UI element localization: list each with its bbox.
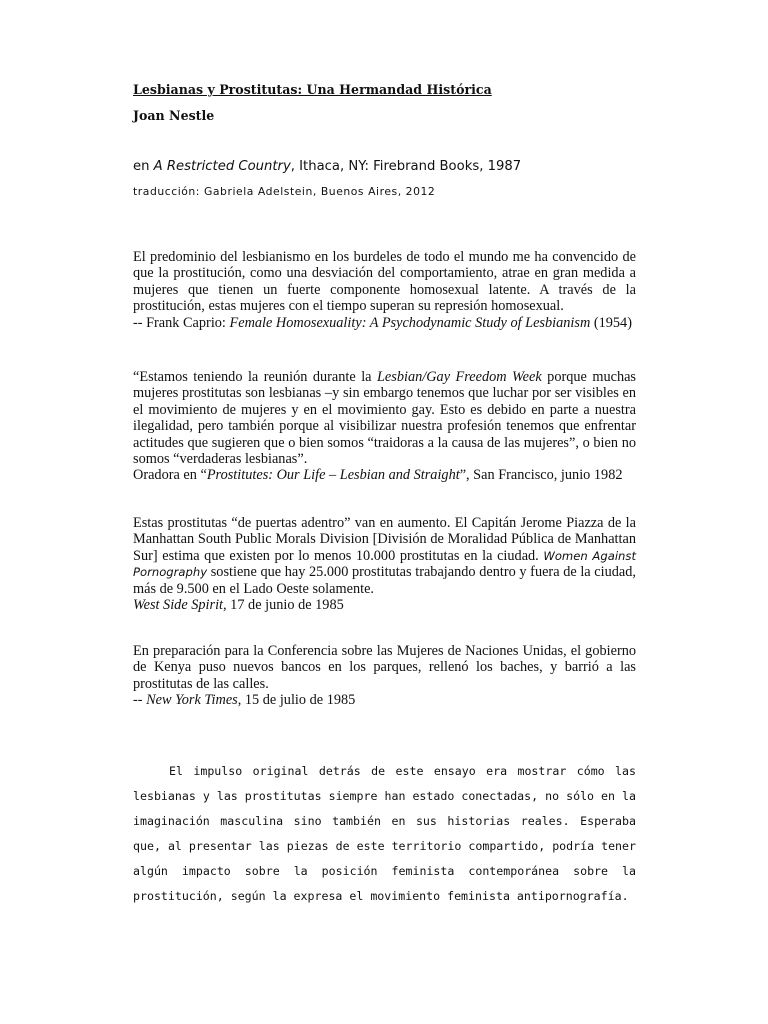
epigraph-attribution — [133, 597, 636, 613]
epigraph-text-a: “Estamos teniendo la reunión durante la — [133, 369, 377, 385]
attribution-work: Prostitutes: Our Life – Lesbian and Straight — [206, 467, 460, 484]
epigraph-attribution — [133, 315, 636, 331]
epigraph-text — [133, 369, 636, 467]
epigraph-caprio — [133, 249, 636, 331]
attribution-work: Female Homosexuality: A Psychodynamic Study of Lesbianism — [229, 314, 591, 331]
epigraph-text: El predominio del lesbianismo en los burdeles de todo el mundo me ha convencido de que la prostitución, como una desviación del comportamiento, atrae en gran medida a mujeres que tienen un fuerte componente homosexual latente. A través de la prostitución, estas mujeres con el tiempo superan su represión homosexual. — [133, 249, 636, 315]
translation-credit: traducción: Gabriela Adelstein, Buenos Aires, 2012 — [133, 185, 436, 198]
attribution-work: West Side Spirit — [133, 597, 224, 614]
source-book-title: A Restricted Country — [153, 159, 291, 174]
epigraph-piazza — [133, 515, 636, 613]
epigraph-freedom-week — [133, 369, 636, 484]
attribution-prefix: Oradora en “ — [133, 467, 207, 484]
attribution-suffix: ”, San Francisco, junio 1982 — [459, 467, 623, 484]
epigraph-text-italic: Women Against Pornography — [133, 548, 636, 580]
epigraph-attribution — [133, 467, 636, 483]
epigraph-text-b: sostiene que hay 25.000 prostitutas trabajando dentro y fuera de la ciudad, más de 9.500 en el Lado Oeste solamente. — [133, 564, 636, 597]
source-publication: , Ithaca, NY: Firebrand Books, 1987 — [290, 159, 522, 174]
epigraph-text-italic: Lesbian/Gay Freedom Week — [376, 369, 542, 385]
attribution-suffix: , 17 de junio de 1985 — [223, 597, 344, 614]
epigraph-kenya — [133, 643, 636, 709]
epigraph-text-b: porque muchas mujeres prostitutas son lesbianas –y sin embargo tenemos que luchar por ser visibles en el movimiento de mujeres y en el movimiento gay. Esto es debido en parte a nuestra ilegalidad, pero también porque al visibilizar nuestra profesión tenemos que enfrentar actitudes que sugieren que o bien somos “traidoras a la causa de las mujeres”, o bien no somos “verdaderas lesbianas”. — [133, 369, 636, 468]
attribution-work: New York Times — [146, 692, 238, 709]
essay-paragraph-text: El impulso original detrás de este ensayo era mostrar cómo las lesbianas y las prostitutas siempre han estado conectadas, no sólo en la imaginación masculina sino también en sus historias reales. Esperaba que, al presentar las piezas de este territorio compartido, podría tener algún impacto sobre la posición feminista contemporánea sobre la prostitución, según la expresa el movimiento feminista antipornografía. — [133, 764, 636, 903]
attribution-suffix: , 15 de julio de 1985 — [237, 692, 356, 709]
source-prefix: en — [133, 159, 154, 174]
document-title: Lesbianas y Prostitutas: Una Hermandad Histórica — [133, 82, 492, 97]
essay-body-paragraph — [133, 759, 636, 909]
epigraph-text: En preparación para la Conferencia sobre las Mujeres de Naciones Unidas, el gobierno de Kenya puso nuevos bancos en los parques, rellenó los baches, y barrió a las prostitutas de las calles. — [133, 643, 636, 692]
document-author: Joan Nestle — [133, 108, 215, 123]
epigraph-text-a: Estas prostitutas “de puertas adentro” van en aumento. El Capitán Jerome Piazza de la Manhattan South Public Morals Division [División de Moralidad Pública de Manhattan Sur] estima que existen por lo menos 10.000 prostitutas en la ciudad. — [133, 515, 636, 564]
epigraph-attribution — [133, 692, 636, 708]
epigraph-text — [133, 515, 636, 597]
document-page — [133, 0, 636, 1024]
source-citation — [133, 159, 521, 174]
attribution-prefix: -- — [133, 692, 147, 709]
attribution-prefix: -- Frank Caprio: — [133, 314, 230, 331]
attribution-suffix: (1954) — [590, 314, 632, 331]
